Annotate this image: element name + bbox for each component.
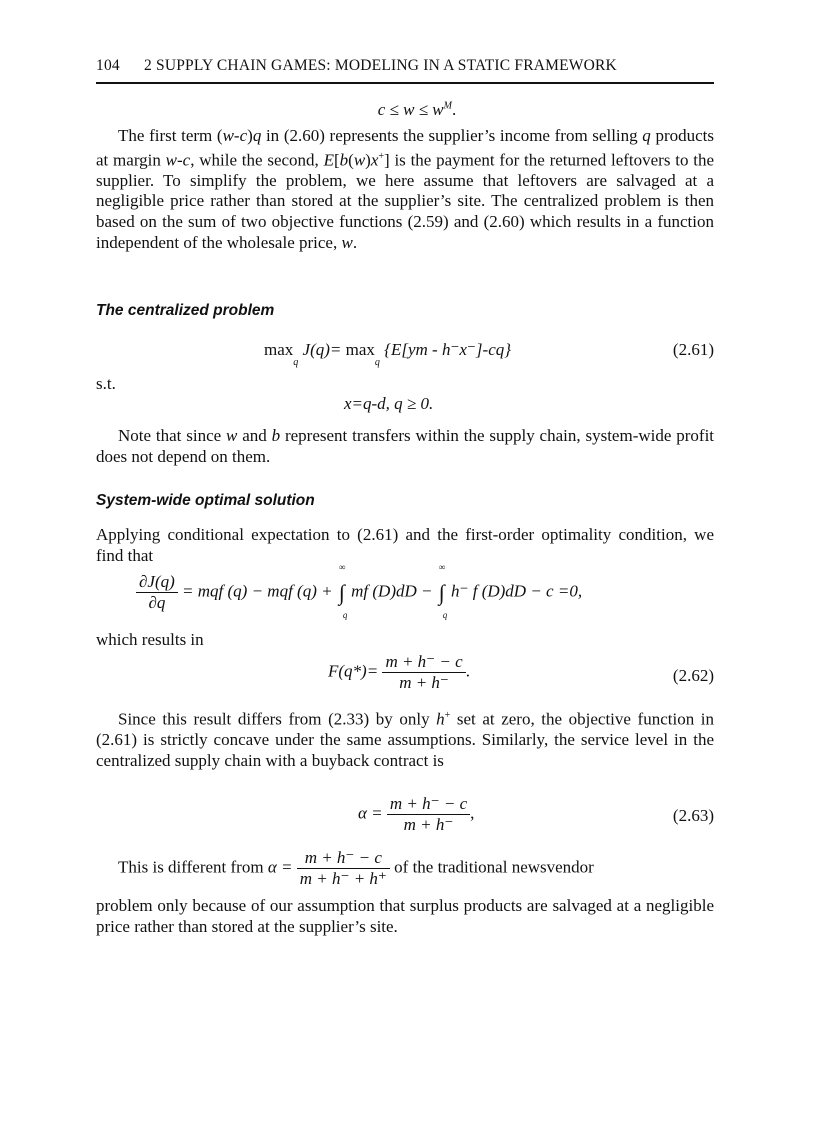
critical-ratio-fraction: $\frac{m + h^- - c}{m + h^-}$ xyxy=(382,652,465,693)
constraint-x: x=q-d, q ≥ 0. xyxy=(344,394,434,413)
equation-2-61: $\max_q J(q)= \max_q \{E[ym - h^-x^-]-cq\}$ xyxy=(264,340,512,368)
running-header xyxy=(96,57,714,75)
header-rule xyxy=(96,82,714,84)
service-level-fraction: $\frac{m + h^- - c}{m + h^-}$ xyxy=(387,794,470,835)
running-title: 2 SUPPLY CHAIN GAMES: MODELING IN A STATIC FRAMEWORK xyxy=(144,57,617,74)
equation-2-62: F(q*)= $\frac{m + h^- - c}{m + h^-}$ . xyxy=(328,652,470,692)
constraint-wholesale-price: $c \le w \le w^M$. xyxy=(377,100,457,119)
equation-derivative: $\frac{\partial J(q)}{\partial q}$ = mqf (q) − mqf (q) + ∫ ∞ q mf (D)dD − ∫ ∞ q h⁻ f (D)dD − c =0, xyxy=(136,572,582,613)
equation-number-2-61: (2.61) xyxy=(672,340,714,359)
section-heading-system-wide: System-wide optimal solution xyxy=(96,492,315,509)
which-results-text: which results in xyxy=(96,630,204,649)
paragraph-applying-expectation: Applying conditional expectation to (2.61) and the first-order optimality condition, we find that xyxy=(96,525,714,565)
paragraph-surplus-salvaged: problem only because of our assumption that surplus products are salvaged at a negligible price rather than stored at the supplier’s site. xyxy=(96,896,714,936)
paragraph-supplier-income: The first term (w-c)q in (2.60) represents the supplier’s income from selling q products at margin w-c, while the second, E[b(w)x+] is the payment for the returned leftovers to the supplier. To simplify the problem, we here assume that leftovers are salvaged at a negligible price rather than stored at the supplier’s site. The centralized problem is then based on the sum of two objective functions (2.59) and (2.60) which results in a function independent of the wholesale price, w. xyxy=(96,126,714,252)
subject-to-label: s.t. xyxy=(96,374,116,393)
equation-2-63: α = $\frac{m + h^- - c}{m + h^-}$ , xyxy=(358,794,475,834)
page-number: 104 xyxy=(96,57,120,74)
section-heading-centralized: The centralized problem xyxy=(96,302,275,319)
paragraph-concavity: Since this result differs from (2.33) by only h+ set at zero, the objective function in (2.61) is strictly concave under the same assumptions. Similarly, the service level in the centralized supply chain with a buyback contract is xyxy=(96,709,714,770)
integral-sign: ∫ ∞ q xyxy=(438,561,448,620)
newsvendor-service-fraction: $\frac{m + h^- - c}{m + h^- + h^+}$ xyxy=(297,848,390,889)
integral-sign: ∫ ∞ q xyxy=(338,561,348,620)
paragraph-transfers: Note that since w and b represent transfers within the supply chain, system-wide profit does not depend on them. xyxy=(96,426,715,466)
equation-number-2-63: (2.63) xyxy=(672,806,714,825)
derivative-fraction: $\frac{\partial J(q)}{\partial q}$ xyxy=(136,572,178,613)
paragraph-difference-line: This is different from α = $\frac{m + h^- - c}{m + h^- + h^+}$ of the traditional newsvendor xyxy=(118,848,594,888)
equation-number-2-62: (2.62) xyxy=(672,666,714,685)
